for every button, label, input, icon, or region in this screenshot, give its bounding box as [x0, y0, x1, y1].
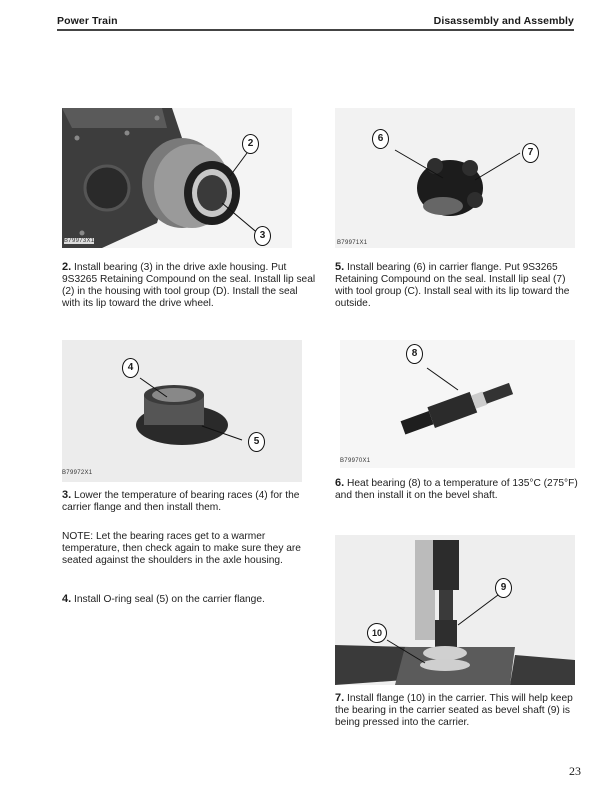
section-title-left: Power Train [57, 15, 118, 27]
step-6 [335, 477, 580, 502]
callout-8: 8 [406, 344, 423, 364]
carrier-flange-races-illustration [62, 340, 302, 482]
figure-id: B79972X1 [62, 470, 93, 476]
figure-drive-axle-housing [62, 108, 292, 248]
section-title-right: Disassembly and Assembly [433, 15, 574, 27]
step-4 [62, 593, 277, 606]
callout-3: 3 [254, 226, 271, 246]
bevel-shaft-press-illustration [335, 535, 575, 685]
callout-9: 9 [495, 578, 512, 598]
step-number: 7. [335, 692, 345, 704]
step-text: Install bearing (3) in the drive axle housing. Put 9S3265 Retaining Compound on the seal. Install lip seal (2) in the housing with tool group (D). Install the seal with its lip toward the drive wheel. [62, 262, 316, 309]
callout-10: 10 [367, 623, 387, 643]
step-text: Lower the temperature of bearing races (4) for the carrier flange and then install them. [62, 490, 300, 513]
note-text: Let the bearing races get to a warmer temperature, then check again to make sure they are seated against the shoulders in the axle housing. [62, 531, 301, 566]
step-number: 6. [335, 477, 345, 489]
step-5 [335, 261, 580, 310]
callout-4: 4 [122, 358, 139, 378]
callout-7: 7 [522, 143, 539, 163]
page-number: 23 [569, 764, 581, 778]
step-number: 5. [335, 261, 345, 273]
step-text: Install flange (10) in the carrier. This will help keep the bearing in the carrier seated as bevel shaft (9) is being pressed into the carrier. [335, 693, 573, 728]
page-header [57, 15, 574, 31]
figure-bevel-shaft-press [335, 535, 575, 685]
figure-id: B79973X1 [64, 238, 95, 244]
step-number: 4. [62, 593, 72, 605]
step-number: 2. [62, 261, 72, 273]
step-3 [62, 489, 317, 514]
figure-id: B79970X1 [340, 458, 371, 464]
figure-carrier-flange-seal [335, 108, 575, 248]
step-text: Heat bearing (8) to a temperature of 135°C (275°F) and then install it on the bevel shaft. [335, 478, 578, 501]
step-7 [335, 692, 580, 729]
callout-5: 5 [248, 432, 265, 452]
callout-6: 6 [372, 129, 389, 149]
step-text: Install bearing (6) in carrier flange. Put 9S3265 Retaining Compound on the seal. Install lip seal (7) with tool group (C). Install seal with its lip toward the outside. [335, 262, 570, 309]
note [62, 531, 312, 567]
callout-2: 2 [242, 134, 259, 154]
note-label: NOTE: [62, 531, 94, 542]
figure-carrier-flange-races [62, 340, 302, 482]
step-number: 3. [62, 489, 72, 501]
step-2 [62, 261, 317, 310]
carrier-flange-seal-illustration [335, 108, 575, 248]
header-rule [57, 29, 574, 31]
step-text: Install O-ring seal (5) on the carrier flange. [74, 594, 265, 605]
bevel-shaft-illustration [340, 340, 575, 468]
figure-id: B79971X1 [337, 240, 368, 246]
figure-bevel-shaft [340, 340, 575, 468]
